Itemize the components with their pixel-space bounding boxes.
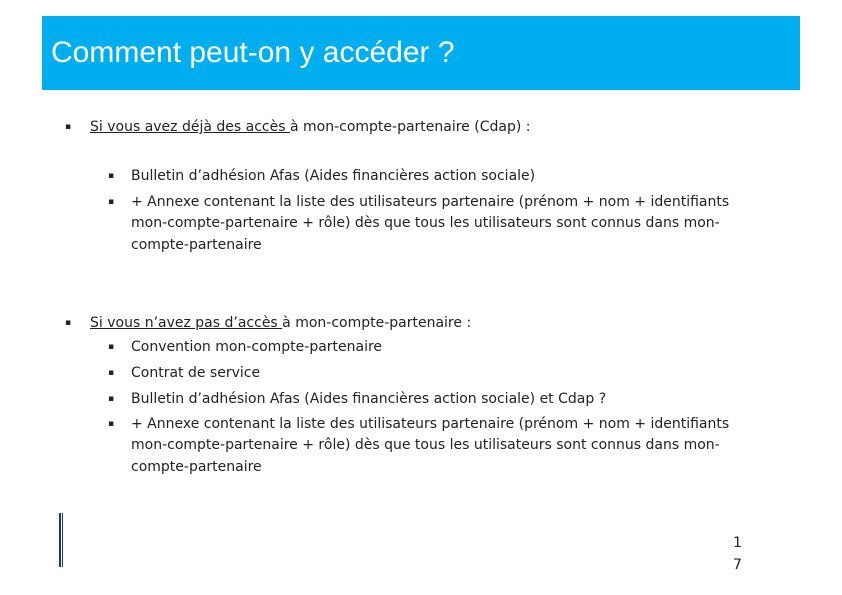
section2-item-continuation: compte-partenaire <box>131 459 262 475</box>
bullet-icon: ▪ <box>108 394 115 404</box>
section2-intro-underlined: Si vous n’avez pas d’accès <box>90 315 283 331</box>
section2-item: + Annexe contenant la liste des utilisateurs partenaire (prénom + nom + identifiants <box>131 416 730 432</box>
page-number-digit-2: 7 <box>733 557 742 573</box>
slide-title: Comment peut-on y accéder ? <box>51 36 455 69</box>
section2-item: Convention mon-compte-partenaire <box>131 339 383 355</box>
bullet-icon: ▪ <box>108 368 115 378</box>
section1-item-continuation: mon-compte-partenaire + rôle) dès que tous les utilisateurs sont connus dans mon- <box>131 215 720 231</box>
bullet-icon: ▪ <box>108 197 115 207</box>
accent-bar-thin <box>62 513 63 567</box>
bullet-icon: ▪ <box>65 318 72 328</box>
section2-intro-rest: à mon-compte-partenaire : <box>282 315 472 331</box>
section1-intro-rest: à mon-compte-partenaire (Cdap) : <box>289 119 531 135</box>
bullet-icon: ▪ <box>108 342 115 352</box>
section2-item-continuation: mon-compte-partenaire + rôle) dès que tous les utilisateurs sont connus dans mon- <box>131 437 720 453</box>
section1-item: Bulletin d’adhésion Afas (Aides financières action sociale) <box>131 168 536 184</box>
section1-item-continuation: compte-partenaire <box>131 237 262 253</box>
title-bar <box>42 16 800 90</box>
page-number-digit-1: 1 <box>733 535 742 551</box>
bullet-icon: ▪ <box>108 171 115 181</box>
section1-intro-underlined: Si vous avez déjà des accès <box>90 119 290 135</box>
section2-item: Bulletin d’adhésion Afas (Aides financières action sociale) et Cdap ? <box>131 391 607 407</box>
bullet-icon: ▪ <box>65 122 72 132</box>
section1-item: + Annexe contenant la liste des utilisateurs partenaire (prénom + nom + identifiants <box>131 194 730 210</box>
bullet-icon: ▪ <box>108 419 115 429</box>
accent-bar <box>59 513 61 567</box>
section2-intro <box>90 312 471 335</box>
section1-intro <box>90 116 530 139</box>
section2-item: Contrat de service <box>131 365 261 381</box>
